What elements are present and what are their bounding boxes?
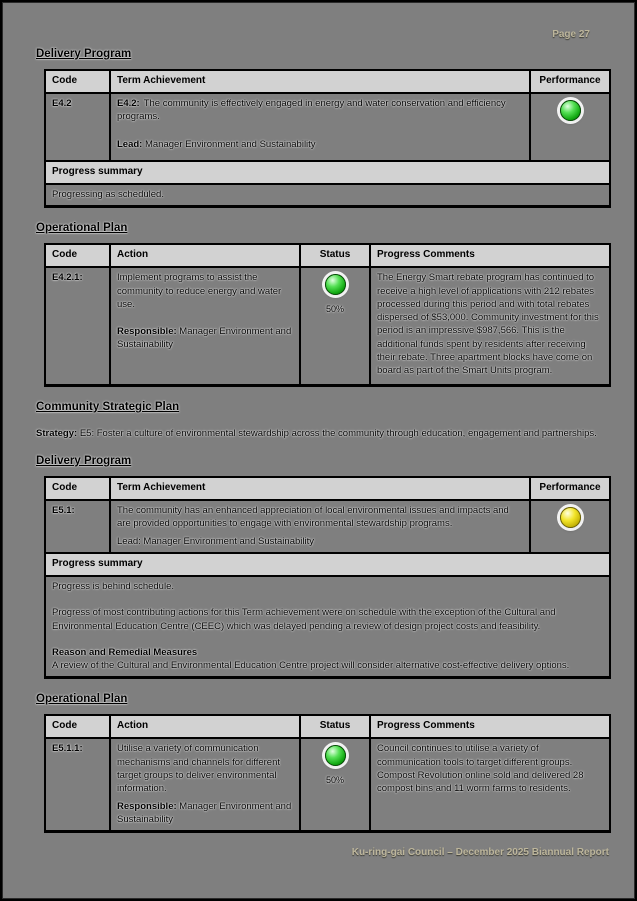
heading-operational-plan-1: Operational Plan [36, 222, 128, 235]
lead-value: Manager Environment and Sustainability [144, 138, 316, 150]
col-header-term-achievement: Term Achievement [110, 70, 530, 93]
heading-operational-plan-2: Operational Plan [36, 693, 128, 706]
responsible-value: Manager Environment and Sustainability [117, 326, 292, 351]
progress-paragraph: Progress is behind schedule. [52, 580, 174, 592]
heading-delivery-program-1: Delivery Program [36, 48, 132, 60]
table-header-row [45, 477, 610, 500]
responsible-line [117, 800, 293, 827]
document-footer: Ku-ring-gai Council – December 2025 Biannual Report [351, 847, 609, 859]
heading-delivery-program-2: Delivery Program [36, 455, 132, 468]
col-header-code: Code [45, 477, 110, 500]
strategy-label: Strategy: [36, 427, 78, 439]
progress-summary-label: Progress summary [45, 553, 610, 576]
action-description: Utilise a variety of communication mechanisms and channels for different target groups to deliver environmental information. [117, 743, 280, 795]
progress-summary-body [45, 576, 610, 678]
progress-comments-cell: The Energy Smart rebate program has continued to receive a high level of applications with 212 rebates processed during this period and with total rebates dispersed of $53,000. Community investment for this period is an impressive $987,566. This is the additional funds spent by residents after receiving their rebate. Three apartment blocks have come on board as part of the Smart Units program. [370, 267, 610, 385]
col-header-performance: Performance [530, 477, 610, 500]
lead-line [117, 138, 523, 151]
table-header-row [45, 70, 610, 93]
status-percent: 50% [325, 303, 344, 314]
status-light-green-icon [325, 274, 346, 295]
status-light-green-icon [325, 745, 346, 766]
reason-remedial-text: A review of the Cultural and Environmental Education Centre project will consider alternative cost-effective delivery options. [52, 660, 570, 672]
status-light-green-icon [560, 100, 581, 121]
delivery-program-table-1 [44, 69, 611, 208]
action-cell [110, 267, 300, 385]
performance-cell [530, 500, 610, 553]
document-page [2, 2, 635, 899]
col-header-status: Status [300, 244, 370, 267]
table-header-row [45, 244, 610, 267]
page-number: Page 27 [552, 29, 590, 40]
progress-paragraph: Progress of most contributing actions for this Term achievement were on schedule with the exception of the Cultural and Environmental Education Centre (CEEC) which was delayed pending a review of design project costs and feasibility. [52, 607, 556, 632]
lead-value: Manager Environment and Sustainability [143, 535, 314, 547]
progress-summary-row [45, 576, 610, 678]
table-header-row [45, 715, 610, 738]
progress-summary-label: Progress summary [45, 161, 610, 184]
col-header-term-achievement: Term Achievement [110, 477, 530, 500]
lead-line [117, 535, 523, 548]
lead-label: Lead: [117, 535, 141, 547]
action-code: E4.2.1: [45, 267, 110, 385]
strategy-text: E5: Foster a culture of environmental stewardship across the community through education, engagement and partnerships. [79, 427, 597, 439]
table-row [45, 500, 610, 553]
responsible-label: Responsible: [117, 800, 177, 812]
col-header-progress-comments: Progress Comments [370, 715, 610, 738]
status-cell [300, 267, 370, 385]
status-cell [300, 738, 370, 831]
operational-plan-table-2 [44, 714, 611, 833]
table-row [45, 267, 610, 385]
term-achievement-cell [110, 93, 530, 161]
col-header-code: Code [45, 70, 110, 93]
col-header-action: Action [110, 715, 300, 738]
lead-label: Lead: [117, 138, 143, 150]
action-description: Implement programs to assist the community to reduce energy and water use. [117, 272, 282, 310]
col-header-action: Action [110, 244, 300, 267]
heading-community-strategic-plan: Community Strategic Plan [36, 400, 180, 413]
progress-summary-header-row [45, 553, 610, 576]
col-header-performance: Performance [530, 70, 610, 93]
action-code: E5.1.1: [45, 738, 110, 831]
performance-cell [530, 93, 610, 161]
col-header-code: Code [45, 715, 110, 738]
progress-comments-cell: Council continues to utilise a variety of communication tools to target different groups. Compost Revolution online sold and delivered 28 compost bins and 11 worm farms to residents. [370, 738, 610, 831]
col-header-status: Status [300, 715, 370, 738]
responsible-line [117, 325, 293, 352]
progress-summary-header-row [45, 161, 610, 184]
delivery-program-table-2 [44, 476, 611, 679]
status-light-yellow-icon [560, 507, 581, 528]
term-code: E4.2 [45, 93, 110, 161]
term-code-prefix: E4.2: [117, 98, 140, 109]
term-description: The community is effectively engaged in energy and water conservation and efficiency programs. [117, 98, 506, 123]
term-achievement-cell [110, 500, 530, 553]
progress-summary-text: Progressing as scheduled. [45, 184, 610, 207]
action-cell [110, 738, 300, 831]
table-row [45, 738, 610, 831]
responsible-value: Manager Environment and Sustainability [117, 800, 292, 825]
reason-remedial-heading: Reason and Remedial Measures [52, 646, 198, 658]
responsible-label: Responsible: [117, 326, 177, 338]
operational-plan-table-1 [44, 243, 611, 387]
table-row [45, 93, 610, 161]
term-description: The community has an enhanced appreciation of local environmental issues and impacts and are provided opportunities to engage with environmental stewardship programs. [117, 505, 509, 530]
col-header-code: Code [45, 244, 110, 267]
progress-summary-row [45, 184, 610, 207]
strategy-paragraph [36, 427, 601, 441]
term-code: E5.1: [45, 500, 110, 553]
status-percent: 50% [325, 774, 344, 785]
col-header-progress-comments: Progress Comments [370, 244, 610, 267]
